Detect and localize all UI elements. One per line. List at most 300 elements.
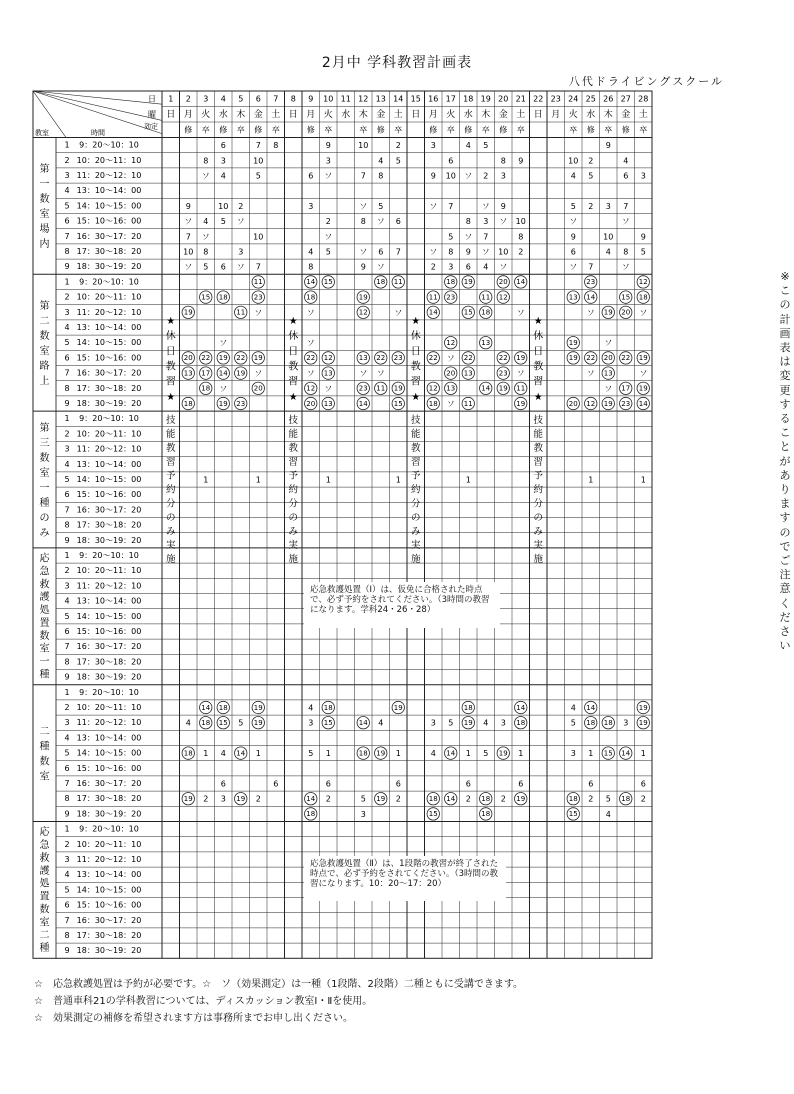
period-number: 7 <box>64 779 70 788</box>
cell-value: 8 <box>448 247 454 257</box>
day-number: 3 <box>203 94 209 104</box>
kouka-label: 修 <box>429 125 438 135</box>
first-aid-note-2: 応急救護処置（Ⅱ）は、1段階の教習が終了された時点で、必ず予約をされてください。（3時間の教習になります。10：20～17：20） <box>304 856 506 902</box>
circled-number: 18 <box>481 308 491 317</box>
circled-number: 15 <box>323 719 333 727</box>
cell-value: 1 <box>255 475 261 485</box>
cell-value: 5 <box>483 141 489 151</box>
period-time: 9：20～10：10 <box>79 551 139 560</box>
period-number: 2 <box>64 155 70 165</box>
circled-number: 13 <box>568 293 578 302</box>
period-number: 3 <box>64 718 70 728</box>
period-time: 18：30～19：20 <box>76 399 142 408</box>
day-number: 12 <box>358 94 369 104</box>
period-number: 6 <box>64 627 70 636</box>
cell-value: 4 <box>570 703 576 713</box>
cell-value: 7 <box>588 262 594 272</box>
circled-number: 12 <box>306 384 316 393</box>
cell-value: 3 <box>430 718 436 728</box>
weekday-label: 土 <box>516 109 526 120</box>
cell-value: 5 <box>483 749 489 759</box>
circled-number: 11 <box>516 384 526 393</box>
cell-value: 3 <box>483 217 489 227</box>
circled-number: 13 <box>183 369 193 378</box>
cell-value: 6 <box>395 779 401 789</box>
kouka-label: 卒 <box>359 125 368 135</box>
first-aid-note-1: 応急救護処置（Ⅰ）は、仮免に合格された時点で、必ず予約をされてください。（3時間の教習になります。学科24・26・28） <box>304 582 500 628</box>
cell-value: ソ <box>201 171 210 181</box>
period-time: 10：20～11：10 <box>76 839 142 849</box>
circled-number: 18 <box>638 293 648 302</box>
period-time: 9：20～10：10 <box>79 687 139 697</box>
circled-number: 18 <box>621 795 631 803</box>
cell-value: 3 <box>605 201 611 211</box>
circled-number: 19 <box>253 354 263 363</box>
circled-number: 13 <box>603 369 613 378</box>
cell-value: ソ <box>481 247 490 257</box>
period-number: 5 <box>64 748 70 758</box>
circled-number: 18 <box>218 703 228 712</box>
cell-value: 6 <box>378 247 384 257</box>
cell-value: 3 <box>500 718 506 728</box>
weekday-label: 土 <box>638 109 648 120</box>
day-number: 23 <box>550 94 561 104</box>
cell-value: 2 <box>588 156 594 166</box>
circled-number: 17 <box>201 369 211 378</box>
circled-number: 19 <box>358 293 368 302</box>
period-time: 14：10～15：00 <box>76 611 142 621</box>
circled-number: 11 <box>236 308 246 317</box>
circled-number: 14 <box>586 703 596 712</box>
weekday-label: 木 <box>603 109 613 120</box>
cell-value: ソ <box>219 338 228 348</box>
cell-value: ソ <box>359 369 368 379</box>
cell-value: 4 <box>203 217 209 227</box>
cell-value: 3 <box>325 156 331 166</box>
period-number: 4 <box>64 323 70 332</box>
period-time: 13：10～14：00 <box>76 870 142 880</box>
period-time: 10：20～11：10 <box>76 429 142 439</box>
period-time: 13：10～14：00 <box>76 596 142 606</box>
corner-kouka-label: 効定 <box>144 122 158 131</box>
cell-value: 7 <box>255 141 261 151</box>
corner-weekday-label: 曜 <box>148 109 156 119</box>
cell-value: 9 <box>465 247 471 257</box>
circled-number: 22 <box>236 354 246 363</box>
circled-number: 18 <box>323 703 333 712</box>
weekday-label: 日 <box>411 109 421 120</box>
cell-value: ソ <box>324 171 333 181</box>
cell-value: 2 <box>255 794 261 804</box>
weekday-label: 月 <box>428 109 438 120</box>
period-number: 3 <box>64 581 70 591</box>
circled-number: 18 <box>183 749 193 758</box>
cell-value: 1 <box>588 475 594 485</box>
cell-value: 6 <box>623 171 629 181</box>
cell-value: 7 <box>395 247 401 257</box>
cell-value: 1 <box>588 749 594 759</box>
weekday-label: 金 <box>376 109 386 120</box>
cell-value: ソ <box>236 262 245 272</box>
cell-value: ソ <box>324 384 333 394</box>
period-time: 11：20～12：10 <box>76 855 142 864</box>
period-time: 9：20～10：10 <box>79 140 139 150</box>
cell-value: 7 <box>255 262 261 272</box>
period-number: 6 <box>64 763 70 773</box>
school-name: 八代ドライビングスクール <box>568 75 724 88</box>
circled-number: 23 <box>253 293 263 302</box>
cell-value: 6 <box>465 262 471 272</box>
kouka-label: 修 <box>376 125 385 135</box>
cell-value: 4 <box>185 718 191 728</box>
circled-number: 19 <box>498 384 508 393</box>
circled-number: 13 <box>446 384 456 393</box>
cell-value: 4 <box>623 156 629 166</box>
corner-room-label: 教室 <box>35 128 49 137</box>
cell-value: 2 <box>395 141 401 151</box>
cell-value: 3 <box>238 247 244 257</box>
circled-number: 20 <box>446 369 456 378</box>
period-number: 8 <box>64 657 70 667</box>
cell-value: 3 <box>623 718 629 728</box>
cell-value: 2 <box>588 201 594 211</box>
circled-number: 18 <box>446 278 456 287</box>
cell-value: 1 <box>203 749 209 759</box>
kouka-label: 卒 <box>201 125 210 135</box>
period-number: 7 <box>64 368 70 378</box>
weekday-label: 水 <box>586 109 596 120</box>
cell-value: 3 <box>308 201 314 211</box>
cell-value: 6 <box>588 779 594 789</box>
period-number: 1 <box>64 140 70 150</box>
circled-number: 11 <box>428 293 438 302</box>
circled-number: 12 <box>586 399 596 408</box>
kouka-label: 卒 <box>604 125 613 135</box>
circled-number: 18 <box>603 719 613 727</box>
section-name: 第一数室場内 <box>39 164 50 251</box>
day-number: 21 <box>515 94 526 104</box>
cell-value: 10 <box>498 247 509 257</box>
cell-value: 4 <box>378 156 384 166</box>
circled-number: 20 <box>498 278 508 287</box>
period-number: 4 <box>64 870 70 880</box>
cell-value: 5 <box>588 171 594 181</box>
cell-value: 5 <box>448 232 454 242</box>
period-number: 7 <box>64 642 70 652</box>
cell-value: ソ <box>376 217 385 227</box>
cell-value: 6 <box>395 217 401 227</box>
cell-value: 3 <box>360 809 366 819</box>
section-name: 応急救護処置数室二種 <box>39 827 50 955</box>
circled-number: 19 <box>516 354 526 363</box>
period-time: 10：20～11：10 <box>76 155 142 165</box>
circled-number: 19 <box>393 384 403 393</box>
circled-number: 19 <box>568 354 578 363</box>
cell-value: 6 <box>220 262 226 272</box>
cell-value: ソ <box>569 262 578 272</box>
weekday-label: 火 <box>568 109 578 120</box>
period-number: 3 <box>64 307 70 317</box>
period-time: 18：30～19：20 <box>76 946 142 956</box>
cell-value: 5 <box>395 156 401 166</box>
period-number: 5 <box>64 885 70 895</box>
cell-value: 4 <box>308 247 314 257</box>
circled-number: 18 <box>218 293 228 302</box>
cell-value: 6 <box>220 141 226 151</box>
period-number: 1 <box>64 687 70 697</box>
circled-number: 15 <box>568 810 578 819</box>
cell-value: ソ <box>604 384 613 394</box>
period-number: 9 <box>64 399 70 408</box>
circled-number: 15 <box>428 810 438 819</box>
period-time: 11：20～12：10 <box>76 581 142 591</box>
weekday-label: 木 <box>236 109 246 120</box>
period-number: 7 <box>64 505 70 515</box>
cell-value: 4 <box>378 718 384 728</box>
cell-value: 7 <box>185 232 191 242</box>
cell-value: 2 <box>500 794 506 804</box>
circled-number: 12 <box>323 354 333 363</box>
cell-value: 6 <box>570 247 576 257</box>
circled-number: 19 <box>638 703 648 712</box>
day-number: 22 <box>533 94 544 104</box>
cell-value: 5 <box>605 794 611 804</box>
section-name: 二種数室 <box>39 726 50 783</box>
period-time: 13：10～14：00 <box>76 186 142 196</box>
cell-value: 9 <box>605 141 611 151</box>
circled-number: 14 <box>236 749 246 758</box>
circled-number: 22 <box>463 354 473 363</box>
cell-value: 1 <box>325 749 331 759</box>
period-time: 16：30～17：20 <box>76 231 142 241</box>
day-number: 27 <box>620 94 631 104</box>
cell-value: ソ <box>429 247 438 257</box>
circled-number: 23 <box>498 369 508 378</box>
cell-value: 1 <box>203 475 209 485</box>
period-number: 5 <box>64 475 70 484</box>
circled-number: 13 <box>463 369 473 378</box>
period-number: 7 <box>64 915 70 925</box>
cell-value: ソ <box>499 262 508 272</box>
cell-value: 3 <box>308 718 314 728</box>
circled-number: 14 <box>306 795 316 803</box>
cell-value: 2 <box>203 794 209 804</box>
corner-time-label: 時間 <box>91 128 105 137</box>
circled-number: 22 <box>621 354 631 363</box>
cell-value: ソ <box>376 369 385 379</box>
circled-number: 12 <box>428 384 438 393</box>
period-time: 9：20～10：10 <box>79 277 139 287</box>
cell-value: 5 <box>255 171 261 181</box>
circled-number: 15 <box>463 308 473 317</box>
cell-value: 5 <box>308 749 314 759</box>
weekday-label: 金 <box>253 109 263 120</box>
cell-value: 6 <box>518 779 524 789</box>
period-number: 8 <box>64 383 70 393</box>
period-time: 15：10～16：00 <box>76 900 142 910</box>
circled-number: 18 <box>463 703 473 712</box>
weekday-label: 火 <box>446 109 456 120</box>
circled-number: 19 <box>516 399 526 408</box>
period-number: 9 <box>64 262 70 272</box>
cell-value: 9 <box>360 262 366 272</box>
day-number: 20 <box>498 94 509 104</box>
period-number: 3 <box>64 444 70 454</box>
cell-value: 3 <box>570 749 576 759</box>
sunday-practical-label: 技能教習予約分のみ実施 <box>165 415 176 566</box>
circled-number: 22 <box>376 354 386 363</box>
cell-value: 1 <box>465 749 471 759</box>
cell-value: ソ <box>184 262 193 272</box>
circled-number: 12 <box>446 339 456 347</box>
period-time: 16：30～17：20 <box>76 505 142 515</box>
day-number: 8 <box>290 94 296 104</box>
footnotes <box>34 976 523 1027</box>
weekday-label: 月 <box>551 109 561 120</box>
period-time: 14：10～15：00 <box>76 338 142 348</box>
day-number: 24 <box>568 94 579 104</box>
cell-value: 1 <box>640 749 646 759</box>
circled-number: 19 <box>638 719 648 727</box>
cell-value: ソ <box>254 369 263 379</box>
circled-number: 19 <box>376 795 386 803</box>
circled-number: 22 <box>428 354 438 363</box>
circled-number: 11 <box>481 293 491 302</box>
circled-number: 22 <box>201 354 211 363</box>
period-number: 6 <box>64 216 70 226</box>
cell-value: ソ <box>464 171 473 181</box>
cell-value: 6 <box>465 779 471 789</box>
cell-value: ソ <box>516 308 525 318</box>
cell-value: 9 <box>500 201 506 211</box>
circled-number: 17 <box>621 384 631 393</box>
cell-value: 4 <box>430 749 436 759</box>
period-time: 17：30～18：20 <box>76 794 142 804</box>
cell-value: 6 <box>308 171 314 181</box>
kouka-label: 卒 <box>639 125 648 135</box>
circled-number: 19 <box>236 795 246 803</box>
cell-value: 2 <box>465 794 471 804</box>
cell-value: 5 <box>360 794 366 804</box>
cell-value: 2 <box>518 247 524 257</box>
period-time: 11：20～12：10 <box>76 171 142 180</box>
cell-value: 5 <box>220 217 226 227</box>
period-number: 7 <box>64 231 70 241</box>
cell-value: 10 <box>445 171 456 181</box>
circled-number: 18 <box>183 399 193 408</box>
cell-value: 1 <box>395 475 401 485</box>
cell-value: 2 <box>395 794 401 804</box>
circled-number: 13 <box>358 354 368 363</box>
cell-value: 2 <box>430 262 436 272</box>
circled-number: 20 <box>568 399 578 408</box>
period-time: 16：30～17：20 <box>76 368 142 378</box>
period-number: 1 <box>64 824 70 834</box>
section-name: 応急救護処置数室一種 <box>39 553 50 681</box>
period-number: 1 <box>64 551 70 560</box>
circled-number: 14 <box>621 749 631 758</box>
weekday-label: 日 <box>288 109 298 120</box>
circled-number: 11 <box>463 399 473 408</box>
circled-number: 14 <box>358 399 368 408</box>
cell-value: 2 <box>238 201 244 211</box>
cell-value: ソ <box>359 247 368 257</box>
cell-value: 3 <box>640 171 646 181</box>
circled-number: 15 <box>218 719 228 727</box>
sunday-practical-label: 技能教習予約分のみ実施 <box>533 415 544 566</box>
cell-value: 1 <box>518 749 524 759</box>
circled-number: 19 <box>638 354 648 363</box>
circled-number: 15 <box>201 293 211 302</box>
circled-number: 14 <box>201 703 211 712</box>
period-time: 16：30～17：20 <box>76 915 142 925</box>
circled-number: 18 <box>586 719 596 727</box>
cell-value: ソ <box>586 308 595 318</box>
cell-value: ソ <box>306 308 315 318</box>
day-number: 19 <box>480 94 491 104</box>
circled-number: 13 <box>323 399 333 408</box>
period-time: 11：20～12：10 <box>76 718 142 728</box>
cell-value: 9 <box>518 156 524 166</box>
circled-number: 19 <box>393 703 403 712</box>
period-number: 1 <box>64 277 70 287</box>
weekday-label: 木 <box>481 109 491 120</box>
cell-value: ソ <box>429 201 438 211</box>
cell-value: 10 <box>253 232 264 242</box>
circled-number: 19 <box>463 278 473 287</box>
cell-value: 3 <box>448 262 454 272</box>
period-time: 13：10～14：00 <box>76 459 142 469</box>
day-number: 16 <box>428 94 439 104</box>
period-time: 14：10～15：00 <box>76 748 142 758</box>
circled-number: 18 <box>201 719 211 727</box>
kouka-label: 卒 <box>446 125 455 135</box>
weekday-label: 水 <box>218 109 228 120</box>
circled-number: 19 <box>183 795 193 803</box>
circled-number: 19 <box>236 369 246 378</box>
cell-value: 10 <box>218 201 229 211</box>
circled-number: 18 <box>358 749 368 758</box>
cell-value: 5 <box>448 718 454 728</box>
period-time: 11：20～12：10 <box>76 307 142 317</box>
circled-number: 23 <box>236 399 246 408</box>
sunday-holiday-label: ★休日教習★ <box>410 315 421 403</box>
cell-value: 5 <box>238 718 244 728</box>
period-number: 9 <box>64 672 70 682</box>
circled-number: 23 <box>586 278 596 287</box>
circled-number: 14 <box>586 293 596 302</box>
period-number: 9 <box>64 809 70 819</box>
period-time: 13：10～14：00 <box>76 733 142 743</box>
period-time: 14：10～15：00 <box>76 201 142 211</box>
change-notice: ※この計画表は変更することがありますのでご注意ください <box>779 270 791 653</box>
day-number: 4 <box>220 94 226 104</box>
period-number: 8 <box>64 931 70 940</box>
cell-value: 7 <box>448 201 454 211</box>
kouka-label: 修 <box>621 125 630 135</box>
circled-number: 14 <box>446 795 456 803</box>
weekday-label: 金 <box>498 109 508 120</box>
circled-number: 18 <box>306 810 316 819</box>
circled-number: 19 <box>253 719 263 727</box>
cell-value: 5 <box>570 201 576 211</box>
circled-number: 14 <box>306 278 316 287</box>
circled-number: 15 <box>621 293 631 302</box>
kouka-label: 卒 <box>271 125 280 135</box>
period-number: 3 <box>64 855 70 864</box>
cell-value: ソ <box>604 338 613 348</box>
cell-value: 2 <box>588 794 594 804</box>
